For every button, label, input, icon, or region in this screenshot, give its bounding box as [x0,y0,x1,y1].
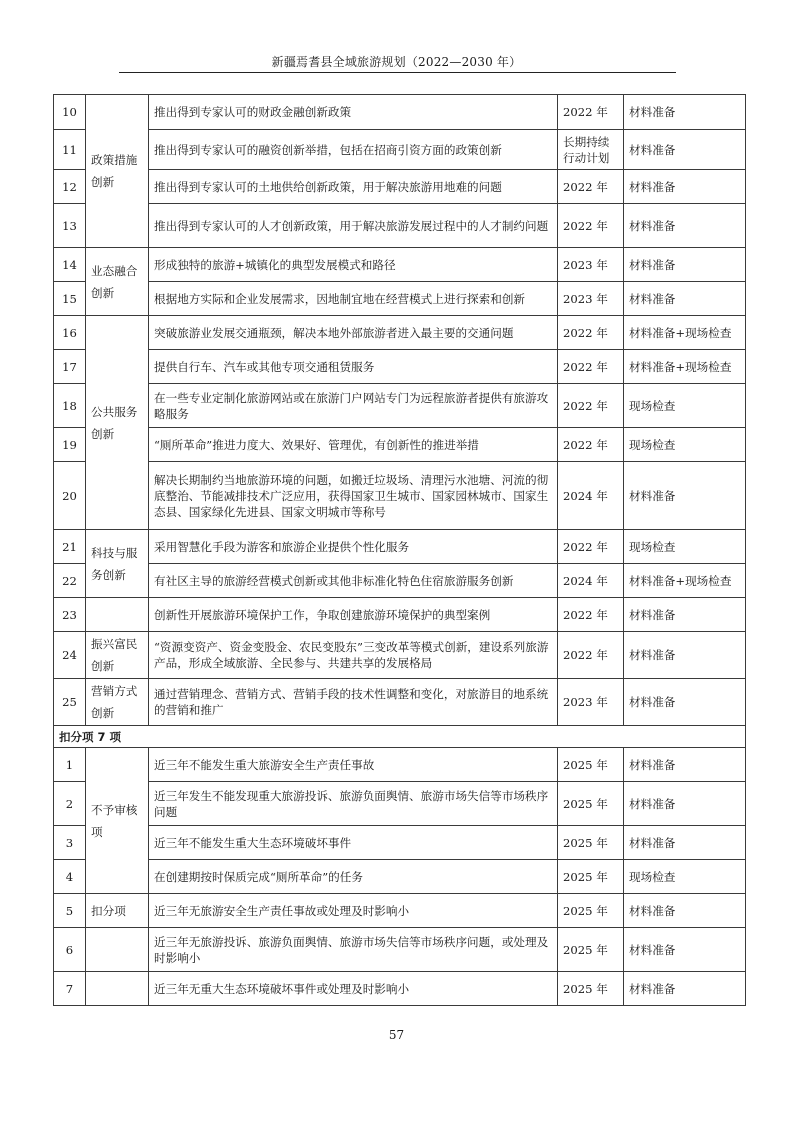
table-row [54,782,746,826]
item-cell: 推出得到专家认可的财政金融创新政策 [149,95,558,130]
row-number: 25 [54,679,86,726]
table-row [54,282,746,316]
item-cell: 推出得到专家认可的人才创新政策，用于解决旅游发展过程中的人才制约问题 [149,204,558,248]
page-header-title: 新疆焉耆县全域旅游规划（2022—2030 年） [271,55,522,69]
row-number: 5 [54,894,86,928]
year-cell: 2022 年 [558,598,624,632]
row-number: 15 [54,282,86,316]
year-cell: 2022 年 [558,632,624,679]
row-number: 21 [54,530,86,564]
check-cell: 材料准备 [624,632,746,679]
section-cell [86,598,149,632]
check-cell: 材料准备 [624,748,746,782]
item-cell: 采用智慧化手段为游客和旅游企业提供个性化服务 [149,530,558,564]
year-cell: 2023 年 [558,248,624,282]
item-cell: 提供自行车、汽车或其他专项交通租赁服务 [149,350,558,384]
table-row [54,530,746,564]
check-cell: 现场检查 [624,860,746,894]
item-cell: 突破旅游业发展交通瓶颈，解决本地外部旅游者进入最主要的交通问题 [149,316,558,350]
check-cell: 材料准备 [624,282,746,316]
table-row [54,130,746,170]
table-row [54,972,746,1006]
check-cell: 材料准备+现场检查 [624,350,746,384]
section-cell [86,972,149,1006]
row-number: 1 [54,748,86,782]
table-row [54,350,746,384]
item-cell: “资源变资产、资金变股金、农民变股东”三变改革等模式创新，建设系列旅游产品，形成全域旅游、全民参与、共建共享的发展格局 [149,632,558,679]
table-row [54,598,746,632]
row-number: 23 [54,598,86,632]
item-cell: 创新性开展旅游环境保护工作，争取创建旅游环境保护的典型案例 [149,598,558,632]
row-number: 10 [54,95,86,130]
year-cell: 2025 年 [558,928,624,972]
row-number: 20 [54,462,86,530]
check-cell: 材料准备+现场检查 [624,316,746,350]
header-divider [119,72,676,73]
item-cell: 近三年无旅游投诉、旅游负面舆情、旅游市场失信等市场秩序问题，或处理及时影响小 [149,928,558,972]
table-row [54,564,746,598]
check-cell: 材料准备 [624,679,746,726]
row-number: 14 [54,248,86,282]
section-cell: 振兴富民创新 [86,632,149,679]
table-row [54,95,746,130]
check-cell: 材料准备 [624,826,746,860]
year-cell: 2022 年 [558,384,624,428]
item-cell: 近三年无重大生态环境破坏事件或处理及时影响小 [149,972,558,1006]
item-cell: 解决长期制约当地旅游环境的问题，如搬迁垃圾场、清理污水池塘、河流的彻底整治、节能减排技术广泛应用，获得国家卫生城市、国家园林城市、国家生态县、国家绿化先进县、国家文明城市等称号 [149,462,558,530]
table-row [54,204,746,248]
year-cell: 2024 年 [558,462,624,530]
table-row [54,248,746,282]
table-row [54,462,746,530]
deduction-section-title: 扣分项 7 项 [54,726,746,748]
row-number: 4 [54,860,86,894]
table-row [54,826,746,860]
section-cell: 不予审核项 [86,748,149,894]
year-cell: 长期持续行动计划 [558,130,624,170]
check-cell: 现场检查 [624,428,746,462]
table-row [54,428,746,462]
check-cell: 现场检查 [624,384,746,428]
year-cell: 2025 年 [558,782,624,826]
check-cell: 现场检查 [624,530,746,564]
table-row [54,316,746,350]
check-cell: 材料准备+现场检查 [624,564,746,598]
year-cell: 2023 年 [558,282,624,316]
table-row [54,894,746,928]
year-cell: 2022 年 [558,204,624,248]
year-cell: 2022 年 [558,530,624,564]
row-number: 16 [54,316,86,350]
row-number: 24 [54,632,86,679]
row-number: 19 [54,428,86,462]
check-cell: 材料准备 [624,462,746,530]
year-cell: 2025 年 [558,748,624,782]
row-number: 11 [54,130,86,170]
section-cell: 营销方式创新 [86,679,149,726]
year-cell: 2022 年 [558,428,624,462]
row-number: 12 [54,170,86,204]
check-cell: 材料准备 [624,248,746,282]
table-row [54,679,746,726]
item-cell: 通过营销理念、营销方式、营销手段的技术性调整和变化，对旅游目的地系统的营销和推广 [149,679,558,726]
deduction-section-row [54,726,746,748]
item-cell: 推出得到专家认可的土地供给创新政策，用于解决旅游用地难的问题 [149,170,558,204]
section-cell: 公共服务创新 [86,316,149,530]
section-cell: 政策措施创新 [86,95,149,248]
year-cell: 2022 年 [558,95,624,130]
item-cell: 在创建期按时保质完成“厕所革命”的任务 [149,860,558,894]
year-cell: 2023 年 [558,679,624,726]
row-number: 13 [54,204,86,248]
page-number: 57 [388,1028,405,1042]
item-cell: 近三年无旅游安全生产责任事故或处理及时影响小 [149,894,558,928]
check-cell: 材料准备 [624,170,746,204]
section-cell [86,928,149,972]
year-cell: 2025 年 [558,826,624,860]
section-cell: 扣分项 [86,894,149,928]
row-number: 3 [54,826,86,860]
item-cell: 近三年发生不能发现重大旅游投诉、旅游负面舆情、旅游市场失信等市场秩序问题 [149,782,558,826]
row-number: 2 [54,782,86,826]
table-row [54,860,746,894]
section-cell: 科技与服务创新 [86,530,149,598]
item-cell: 推出得到专家认可的融资创新举措，包括在招商引资方面的政策创新 [149,130,558,170]
row-number: 7 [54,972,86,1006]
check-cell: 材料准备 [624,928,746,972]
row-number: 17 [54,350,86,384]
year-cell: 2024 年 [558,564,624,598]
year-cell: 2022 年 [558,350,624,384]
evaluation-table [53,94,746,1006]
row-number: 18 [54,384,86,428]
year-cell: 2022 年 [558,170,624,204]
item-cell: 在一些专业定制化旅游网站或在旅游门户网站专门为远程旅游者提供有旅游攻略服务 [149,384,558,428]
year-cell: 2025 年 [558,860,624,894]
item-cell: 有社区主导的旅游经营模式创新或其他非标准化特色住宿旅游服务创新 [149,564,558,598]
table-row [54,748,746,782]
check-cell: 材料准备 [624,972,746,1006]
check-cell: 材料准备 [624,95,746,130]
section-cell: 业态融合创新 [86,248,149,316]
item-cell: 形成独特的旅游+城镇化的典型发展模式和路径 [149,248,558,282]
check-cell: 材料准备 [624,204,746,248]
item-cell: “厕所革命”推进力度大、效果好、管理优，有创新性的推进举措 [149,428,558,462]
row-number: 22 [54,564,86,598]
table-row [54,632,746,679]
item-cell: 近三年不能发生重大生态环境破坏事件 [149,826,558,860]
check-cell: 材料准备 [624,894,746,928]
check-cell: 材料准备 [624,782,746,826]
year-cell: 2022 年 [558,316,624,350]
year-cell: 2025 年 [558,972,624,1006]
item-cell: 近三年不能发生重大旅游安全生产责任事故 [149,748,558,782]
table-row [54,384,746,428]
check-cell: 材料准备 [624,130,746,170]
table-row [54,928,746,972]
item-cell: 根据地方实际和企业发展需求，因地制宜地在经营模式上进行探索和创新 [149,282,558,316]
check-cell: 材料准备 [624,598,746,632]
row-number: 6 [54,928,86,972]
year-cell: 2025 年 [558,894,624,928]
table-row [54,170,746,204]
